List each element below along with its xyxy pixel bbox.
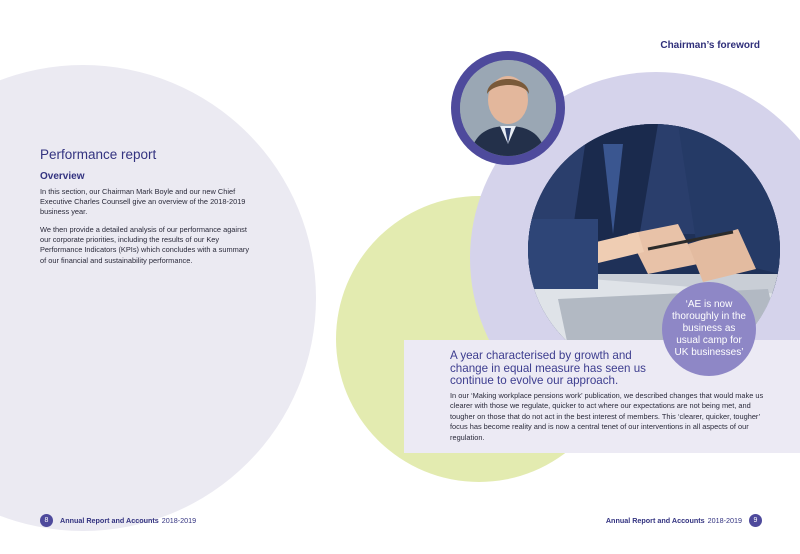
report-year: 2018-2019 bbox=[161, 516, 197, 525]
quote-text: ‘AE is now thoroughly in the business as usual camp for UK businesses’ bbox=[672, 299, 746, 358]
report-name: Annual Report and Accounts bbox=[60, 516, 159, 525]
body-text: In our ‘Making workplace pensions work’ publication, we described changes that would make us clearer with those we regulate, quicker to act where our expectations are not being met, and tougher on those that do not act in the best interest of members. This ‘clearer, quicker, tougher’ focus has become reality and is now a central tenet of our interventions in all aspects of our regulation. bbox=[450, 391, 764, 442]
report-name: Annual Report and Accounts bbox=[605, 516, 705, 525]
analysis-paragraph: We then provide a detailed analysis of our performance against our corporate priorities, including the results of our Key Performance Indicators (KPIs) which concludes with a summary of our financial and sustainability performance. bbox=[40, 225, 250, 265]
headline: A year characterised by growth and change in equal measure has seen us continue to evolve our approach. bbox=[450, 349, 646, 387]
quote-bubble bbox=[662, 282, 756, 376]
intro-paragraph: In this section, our Chairman Mark Boyle and our new Chief Executive Charles Counsell give an overview of the 2018-2019 business year. bbox=[40, 187, 246, 217]
left-decorative-circle bbox=[0, 65, 316, 531]
report-year: 2018-2019 bbox=[707, 516, 742, 525]
section-title: Chairman’s foreword bbox=[660, 40, 760, 51]
page-title: Performance report bbox=[40, 147, 157, 162]
chairman-portrait-photo bbox=[460, 60, 556, 156]
page-number-badge: 9 bbox=[749, 514, 762, 527]
footer-left bbox=[40, 514, 196, 527]
overview-subtitle: Overview bbox=[40, 171, 85, 182]
page-number-badge: 8 bbox=[40, 514, 53, 527]
footer-right bbox=[606, 514, 762, 527]
